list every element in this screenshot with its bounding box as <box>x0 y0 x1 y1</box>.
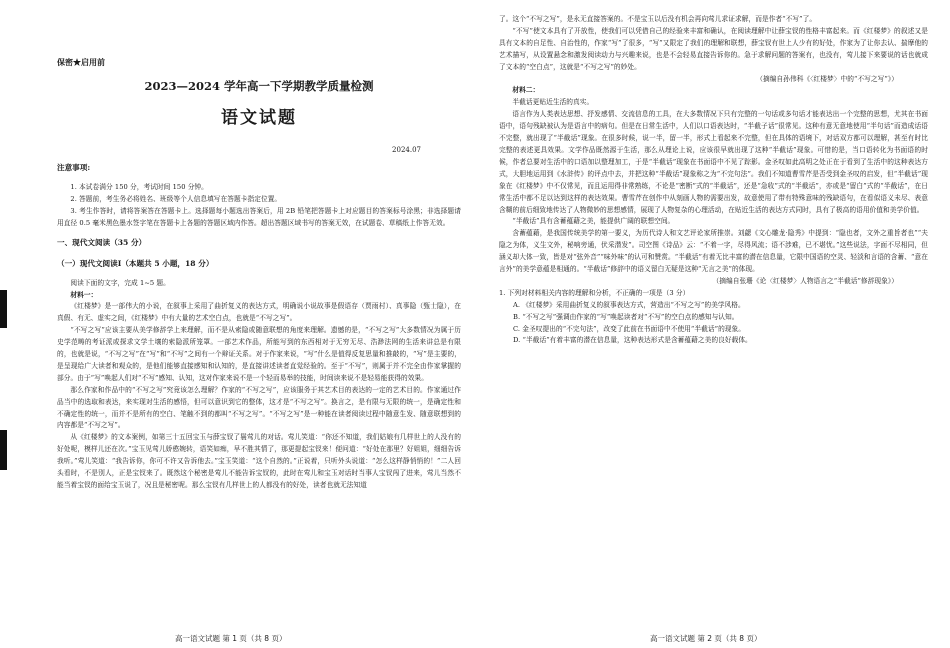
paragraph: 了。这个“不写之写”，是永无直接答案的。不是宝玉以后没有机会再向莺儿求证求解，而是作者“不写”了。 <box>499 15 817 23</box>
confidential-label: 保密★启用前 <box>57 57 105 67</box>
source-citation-2: （摘编自张珊《论〈红楼梦〉人物语言之“半截话”修辞现象》） <box>712 276 898 285</box>
paragraph: “不写”使文本具有了开放性，使我们可以凭借自己的经验来丰富和确认，在阅读理解中让薛宝钗的性格丰富起来。而《红楼梦》的叙述又是具有文本的自足性、自治性的，作家“写”了很多，“写”又限定了我们的理解和联想，薛宝钗有世上人少有的好处，作家为了让你去认、揣摩他的艺术描写，从设置悬念和激发阅读动力与兴趣来说，也是不会轻易直接告诉你的。急于求解问题的答案有，也没有，莺儿接下来要说的话也就成了文本的“空白点”，这就是“不写之写”的妙处。 <box>499 26 928 71</box>
option-a: A. 《红楼梦》采用曲折复义的叙事表达方式，营造出“不写之写”的美学风格。 <box>513 300 745 309</box>
option-b: B. “不写之写”强调由作家的“写”唤起读者对“不写”的空白点的感知与认知。 <box>513 312 739 321</box>
subject-title: 语文试题 <box>221 107 297 128</box>
paragraph: “半截话”具有含蓄蕴藉之美，能提供广阔的联想空间。 <box>512 217 675 226</box>
section-heading: 一、现代文阅读（35 分） <box>57 238 147 248</box>
reading-instruction: 阅读下面的文字，完成 1~5 题。 <box>70 278 170 287</box>
note-1: 1. 本试卷满分 150 分，考试时间 150 分钟。 <box>70 183 208 192</box>
option-c: C. 金圣叹提出的“不完句法”，改变了此前在书面语中不使用“半截话”的现象。 <box>513 324 746 333</box>
exam-title: 2023—2024 学年高一下学期教学质量检测 <box>144 79 374 93</box>
paragraph: 《红楼梦》是一部伟大的小说，在叙事上采用了曲折复义的表达方式，明确说小说故事是假语存（贾雨村）、真事隐（甄士隐），在真假、有无、虚实之间，《红楼梦》中有大量的艺术空白点，也就是“不写之写”。 <box>57 302 461 323</box>
exam-date: 2024.07 <box>392 145 421 154</box>
paragraph: 含蓄蕴藉，是我国传统美学的第一要义，为历代诗人和文艺评论家所推崇。刘勰《文心雕龙·隐秀》中提到：“隐也者，文外之重旨者也”“夫隐之为体，义生文外，秘响旁通，伏采潜发”。司空图《诗品》云：“不着一字，尽得风流；语不涉难，已不堪忧。”这些说法，字面不尽相同，但涵义却大体一致，皆是对“弦外音”“味外味”的认可和赞赏。“半截话”有着无比丰富的潜在信息量，它限中国语的空灵、轻淡和言语的含蓄、“意在言外”的美学意蕴是相通的。“半截话”修辞中的语义留白无疑是这种“无言之美”的体现。 <box>499 229 928 274</box>
paragraph: 半截话更贴近生活的真实。 <box>512 98 594 107</box>
note-2: 2. 答题前，考生务必将姓名、班级等个人信息填写在答题卡指定位置。 <box>70 195 282 204</box>
paragraph: “不写之写”应该主要从美学修辞学上来理解，而不是从索隐或随意联想的角度来理解。遗憾的是，“不写之写”大多数情况为属于历史学范畴的考证派或探求文学土壤的索隐派所笼罩。一部艺术作品，所能写到的东西相对于无穷无尽、浩渺法网的生活来讲总是有限的，也就是说，“不写之写”在“写”和“不写”之间有一个辩证关系。对于作家来说，“写”什么是值得反复思量和推敲的，“写”是主要的，是呈现给广大读者和观众的，是他们能够直接感知和认知的，是直接讲述读者直觉经验的。至于“不写”，则属于并不完全由作家掌握的部分。由于“写”唤起人们对“不写”感知、认知，这对作家来说不是一个轻而易举的技能，时间读来说不是轻易能获得的效果。 <box>57 326 461 382</box>
page-footer-left: 高一语文试题 第 1 页（共 8 页） <box>175 634 287 643</box>
paragraph: 那么作家和作品中的“不写之写”究竟该怎么理解？作家的“不写之写”，应该服务于其艺术目的表达的一定的艺术目的。作家通过作品当中的选取和表达，来实现对生活的感悟，但可以意识到它的整体，这才是“不写之写”。换言之，是有限与无限的统一，是确定性和不确定性的统一，而并不是所有的空白、笔触不到的都叫“不写之写”。“不写之写”是一种能在读者阅读过程中随意生发、随意联想到的内容都是“不写之写”。 <box>57 385 461 430</box>
page-footer-right: 高一语文试题 第 2 页（共 8 页） <box>650 634 762 643</box>
material-1-label: 材料一： <box>70 290 98 299</box>
subsection-heading: （一）现代文阅读Ⅰ（本题共 5 小题，18 分） <box>57 258 214 268</box>
source-citation-1: （摘编自孙伟科《〈红楼梦〉中的“不写之写”》） <box>756 74 898 83</box>
material-2-label: 材料二： <box>512 86 540 95</box>
note-3: 3. 考生作答时，请将答案答在答题卡上。选择题每小题选出答案后，用 2B 铅笔把答题卡上对应题目的答案标号涂黑；非选择题请用直径 0.5 毫米黑色墨水签字笔在答题卡上各题的答题区域内作答。超出答题区域书写的答案无效，在试题卷、草稿纸上作答无效。 <box>57 207 461 227</box>
paragraph: 语言作为人类表达思想、抒发感情、交流信息的工具，在大多数情况下只有完整的一句话或多句话才能表达出一个完整的思想，尤其在书面语中，语句残缺被认为是语言中的病句。但是在日常生活中，人们以口语表达时，“半截子话”很常见。这种有意无意地使用“半句话”而造成话语不完整，就出现了“半截话”现象。在很多时候，说一半，留一半，形式上看起来不完整，但在具体的语境下，对话双方都可以理解，甚至有时比完整的表述更具效果。文学作品既然源于生活，那么从理论上说，应该很早就出现了这种“半截话”现象。可惜的是，当口语转化为书面语的时候，作者总要对生活中的口语加以整理加工，于是“半截话”现象在书面语中不见了踪影。金圣叹如此高明之处正在于看到了生活中的这种表达方式，大胆地运用到《水浒传》的评点中去，并把这种“半截话”现象称之为“不完句法”。我们不知道曹雪芹是否受到金圣叹的启发，但“半截话”现象在《红楼梦》中不仅常见，而且运用得非常熟练，不论是“密断”式的“半截话”，还是“急收”式的“半截话”，亦或是“留白”式的“半截话”，在日常生活中都不足以达到这样的表达效果。曹雪芹在创作中从刻画人物的需要出发，故意使用了带有特殊意味的残缺语句，在看似语义未尽、表意含糊的前后细致地传达了人物微妙的思想感情，展现了人物复杂的心理活动，在贴近生活的表达方式同时，具有了极高的语用价值和美学价值。 <box>499 110 928 214</box>
option-d: D. “半截话”有着丰富的潜在信息量，这种表达形式是含蓄蕴藉之美的良好载体。 <box>513 336 752 345</box>
paragraph: 从《红楼梦》的文本案例，如第三十五回宝玉与薛宝钗了鬟莺儿的对话。莺儿笑道：“你还不知道，我们姑娘有几样世上的人没有的好处呢，模样儿还在次。”宝玉见莺儿娇憨婉转，语笑如痴，早不胜其情了，那更提起宝钗来！便问道：“好处在那里？好姐姐，细细告诉我听。”莺儿笑道：“我告诉你，你可不许又告诉他去。”宝玉笑道：“这个自然的。”正说着，只听外头说道：“怎么这样静悄悄的！”二人回头看时，不是别人，正是宝钗来了。既然这个秘密是莺儿不能告诉宝钗的，此时在莺儿和宝玉对话时当事人宝钗闯了进来，莺儿当然不能当着宝钗的面给宝玉说了，况且是秘密呢。那么宝钗有几样世上的人都没有的好处，读者也就无法知道 <box>57 433 461 489</box>
page-right <box>475 0 950 648</box>
question-1: 1. 下列对材料相关内容的理解和分析，不正确的一项是（3 分） <box>499 288 690 297</box>
notes-heading: 注意事项: <box>57 163 91 173</box>
